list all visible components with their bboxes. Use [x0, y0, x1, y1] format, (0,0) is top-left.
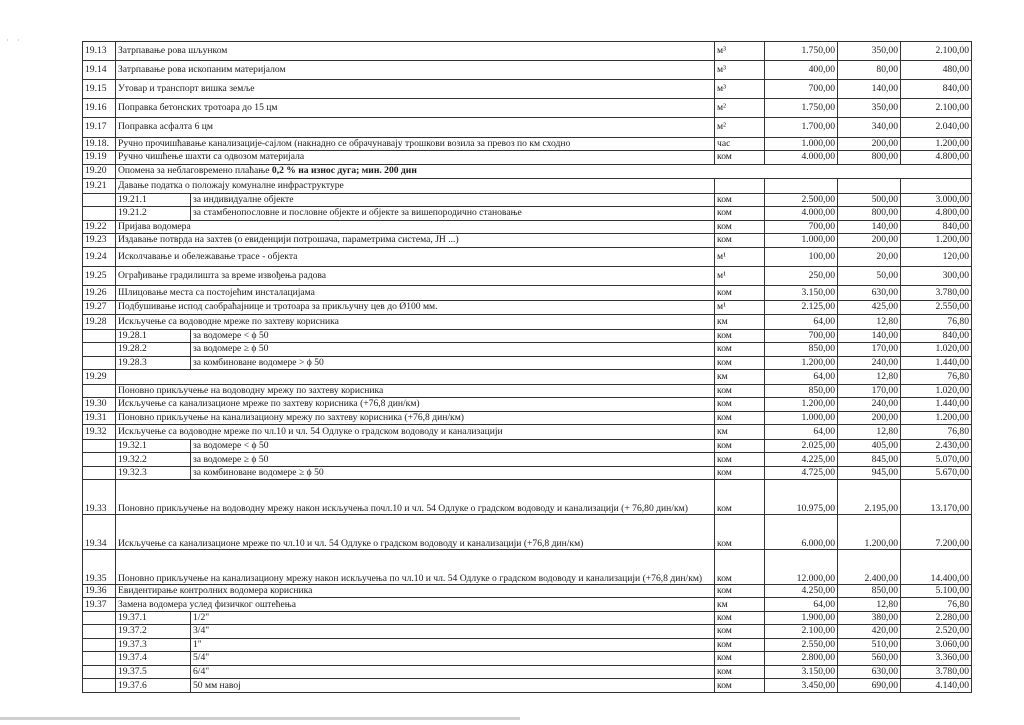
- vat-amount: 560,00: [838, 652, 901, 665]
- unit-of-measure: ком: [715, 439, 765, 452]
- table-row: [83, 625, 972, 638]
- price-without-vat: 3.150,00: [765, 285, 838, 300]
- table-row: [83, 611, 972, 624]
- price-without-vat: 2.550,00: [765, 638, 838, 651]
- subitem-number: 19.37.3: [116, 638, 191, 651]
- unit-of-measure: ком: [715, 584, 765, 597]
- price-without-vat: 250,00: [765, 266, 838, 285]
- price-without-vat: 3.150,00: [765, 665, 838, 678]
- item-number-empty: [83, 611, 116, 624]
- price-without-vat: 1.750,00: [765, 99, 838, 118]
- note-text: Опомена за неблаговремено плаћање: [118, 165, 272, 177]
- unit-of-measure: м³: [715, 80, 765, 99]
- price-with-vat: 2.100,00: [901, 99, 972, 118]
- item-description: 50 мм навој: [191, 679, 715, 693]
- unit-of-measure: км: [715, 598, 765, 611]
- subitem-number: 19.37.6: [116, 679, 191, 693]
- item-description: Поновно прикључење на водоводну мрежу по захтеву корисника: [116, 384, 715, 397]
- table-row: [83, 584, 972, 597]
- unit-of-measure: м²: [715, 118, 765, 137]
- price-without-vat: 1.700,00: [765, 118, 838, 137]
- price-with-vat: 3.000,00: [901, 193, 972, 206]
- price-without-vat: 1.200,00: [765, 356, 838, 369]
- item-description: Утовар и транспорт вишка земље: [116, 80, 715, 99]
- item-description: за комбиноване водомере ≥ ϕ 50: [191, 466, 715, 479]
- vat-amount: 800,00: [838, 151, 901, 164]
- item-description: Евидентирање контролних водомера корисника: [116, 584, 715, 597]
- item-number-empty: [83, 207, 116, 220]
- item-description: [116, 164, 972, 179]
- item-description: Давање податка о положају комуналне инфраструктуре: [116, 179, 715, 194]
- vat-amount: 80,00: [838, 61, 901, 80]
- price-with-vat: 5.670,00: [901, 466, 972, 479]
- item-description: за комбиноване водомере > ϕ 50: [191, 356, 715, 369]
- vat-amount: 200,00: [838, 411, 901, 424]
- table-row: [83, 164, 972, 179]
- subitem-number: 19.28.3: [116, 356, 191, 369]
- item-number: 19.32: [83, 425, 116, 440]
- item-number: 19.27: [83, 300, 116, 315]
- item-number: 19.26: [83, 285, 116, 300]
- table-row: [83, 343, 972, 356]
- price-with-vat: 1.200,00: [901, 234, 972, 247]
- item-number: 19.21: [83, 179, 116, 194]
- item-description: Затрпавање рова ископаним материјалом: [116, 61, 715, 80]
- unit-of-measure: ком: [715, 679, 765, 693]
- item-description: Поновно прикључење на канализациону мрежу након искључења по чл.10 и чл. 54 Одлуке о градском водоводу и канализацији (+76,8 дин/км): [116, 549, 715, 584]
- vat-amount: 12,80: [838, 315, 901, 330]
- item-description: Затрпавање рова шљунком: [116, 42, 715, 61]
- vat-amount: 340,00: [838, 118, 901, 137]
- vat-amount: 2.400,00: [838, 549, 901, 584]
- unit-of-measure: км: [715, 315, 765, 330]
- item-number: 19.33: [83, 480, 116, 515]
- table-row: [83, 42, 972, 61]
- price-with-vat: 1.020,00: [901, 384, 972, 397]
- price-with-vat: 76,80: [901, 598, 972, 611]
- item-description: Подбушивање испод саобраћајнице и тротоара за прикључну цев до Ø100 мм.: [116, 300, 715, 315]
- price-with-vat: 840,00: [901, 80, 972, 99]
- vat-amount: 200,00: [838, 137, 901, 150]
- item-number-empty: [83, 439, 116, 452]
- table-row: [83, 598, 972, 611]
- item-number: 19.20: [83, 164, 116, 179]
- vat-amount: 12,80: [838, 370, 901, 385]
- item-number-empty: [83, 466, 116, 479]
- price-with-vat: 5.070,00: [901, 453, 972, 466]
- vat-amount: 845,00: [838, 453, 901, 466]
- price-with-vat: 120,00: [901, 247, 972, 266]
- table-row: [83, 398, 972, 411]
- table-row: [83, 151, 972, 164]
- price-without-vat: 700,00: [765, 329, 838, 342]
- table-row: [83, 137, 972, 150]
- price-without-vat: 64,00: [765, 370, 838, 385]
- item-number-empty: [83, 453, 116, 466]
- note-bold-text: 0,2 % на износ дуга; мин. 200 дин: [271, 165, 417, 177]
- price-without-vat: 2.800,00: [765, 652, 838, 665]
- unit-of-measure: ком: [715, 665, 765, 678]
- item-number: 19.28: [83, 315, 116, 330]
- vat-amount: 350,00: [838, 42, 901, 61]
- price-with-vat: 76,80: [901, 370, 972, 385]
- item-description: за водомере < ϕ 50: [191, 439, 715, 452]
- vat-amount: 140,00: [838, 329, 901, 342]
- price-without-vat: 850,00: [765, 384, 838, 397]
- price-with-vat: [901, 179, 972, 194]
- item-number: 19.13: [83, 42, 116, 61]
- item-number: 19.35: [83, 549, 116, 584]
- vat-amount: 420,00: [838, 625, 901, 638]
- price-with-vat: 76,80: [901, 425, 972, 440]
- item-number: 19.37: [83, 598, 116, 611]
- item-description: Исколчавање и обележавање трасе - објекта: [116, 247, 715, 266]
- unit-of-measure: ком: [715, 625, 765, 638]
- item-description: Искључење са канализационе мреже по захтеву корисника (+76,8 дин/км): [116, 398, 715, 411]
- vat-amount: 945,00: [838, 466, 901, 479]
- price-without-vat: 700,00: [765, 220, 838, 233]
- table-row: [83, 300, 972, 315]
- unit-of-measure: ком: [715, 220, 765, 233]
- price-without-vat: 6.000,00: [765, 515, 838, 550]
- table-row: [83, 315, 972, 330]
- unit-of-measure: м¹: [715, 300, 765, 315]
- price-without-vat: 1.000,00: [765, 137, 838, 150]
- item-description: Поправка асфалта 6 цм: [116, 118, 715, 137]
- item-description: Поновно прикључење на водоводну мрежу након искључења почл.10 и чл. 54 Одлуке о градском водоводу и канализацији (+ 76,80 дин/км): [116, 480, 715, 515]
- vat-amount: 630,00: [838, 665, 901, 678]
- vat-amount: 510,00: [838, 638, 901, 651]
- price-with-vat: 4.800,00: [901, 207, 972, 220]
- item-number: 19.23: [83, 234, 116, 247]
- item-description: за водомере ≥ ϕ 50: [191, 453, 715, 466]
- price-without-vat: 64,00: [765, 315, 838, 330]
- item-description: 5/4": [191, 652, 715, 665]
- price-with-vat: 3.360,00: [901, 652, 972, 665]
- subitem-number: 19.21.2: [116, 207, 191, 220]
- price-without-vat: 4.725,00: [765, 466, 838, 479]
- price-with-vat: 840,00: [901, 220, 972, 233]
- item-number-empty: [83, 638, 116, 651]
- item-description: [116, 370, 715, 385]
- unit-of-measure: ком: [715, 652, 765, 665]
- price-with-vat: 3.780,00: [901, 285, 972, 300]
- price-without-vat: 1.900,00: [765, 611, 838, 624]
- table-row: [83, 665, 972, 678]
- price-with-vat: 2.100,00: [901, 42, 972, 61]
- item-description: Ручно чишћење шахти са одвозом материјала: [116, 151, 715, 164]
- item-number: 19.18.: [83, 137, 116, 150]
- price-without-vat: 1.750,00: [765, 42, 838, 61]
- table-row: [83, 80, 972, 99]
- price-without-vat: 3.450,00: [765, 679, 838, 693]
- price-without-vat: 4.225,00: [765, 453, 838, 466]
- price-with-vat: 4.140,00: [901, 679, 972, 693]
- subitem-number: 19.28.1: [116, 329, 191, 342]
- item-number-empty: [83, 679, 116, 693]
- vat-amount: 350,00: [838, 99, 901, 118]
- item-number: 19.29: [83, 370, 116, 385]
- subitem-number: 19.37.1: [116, 611, 191, 624]
- vat-amount: 405,00: [838, 439, 901, 452]
- table-row: [83, 411, 972, 424]
- vat-amount: 140,00: [838, 220, 901, 233]
- unit-of-measure: ком: [715, 466, 765, 479]
- price-without-vat: 4.000,00: [765, 207, 838, 220]
- item-description: 1/2": [191, 611, 715, 624]
- item-number: 19.30: [83, 398, 116, 411]
- table-row: [83, 247, 972, 266]
- vat-amount: 170,00: [838, 384, 901, 397]
- price-without-vat: 700,00: [765, 80, 838, 99]
- unit-of-measure: ком: [715, 234, 765, 247]
- unit-of-measure: м¹: [715, 247, 765, 266]
- item-number: 19.31: [83, 411, 116, 424]
- item-number: 19.15: [83, 80, 116, 99]
- vat-amount: 240,00: [838, 356, 901, 369]
- unit-of-measure: ком: [715, 356, 765, 369]
- item-number: 19.14: [83, 61, 116, 80]
- price-with-vat: 1.440,00: [901, 356, 972, 369]
- unit-of-measure: ком: [715, 480, 765, 515]
- item-number: 19.25: [83, 266, 116, 285]
- subitem-number: 19.32.1: [116, 439, 191, 452]
- vat-amount: 380,00: [838, 611, 901, 624]
- item-description: Искључење са водоводне мреже по захтеву корисника: [116, 315, 715, 330]
- vat-amount: 1.200,00: [838, 515, 901, 550]
- table-row: [83, 515, 972, 550]
- price-without-vat: 2.500,00: [765, 193, 838, 206]
- unit-of-measure: ком: [715, 343, 765, 356]
- price-with-vat: 2.280,00: [901, 611, 972, 624]
- price-without-vat: 100,00: [765, 247, 838, 266]
- unit-of-measure: ком: [715, 453, 765, 466]
- vat-amount: 500,00: [838, 193, 901, 206]
- table-row: [83, 679, 972, 693]
- table-row: [83, 207, 972, 220]
- item-number: 19.24: [83, 247, 116, 266]
- subitem-number: 19.32.3: [116, 466, 191, 479]
- vat-amount: [838, 179, 901, 194]
- table-row: [83, 425, 972, 440]
- table-row: [83, 480, 972, 515]
- item-number-empty: [83, 652, 116, 665]
- price-with-vat: 480,00: [901, 61, 972, 80]
- unit-of-measure: ком: [715, 398, 765, 411]
- subitem-number: 19.37.5: [116, 665, 191, 678]
- price-without-vat: 1.000,00: [765, 411, 838, 424]
- price-without-vat: 64,00: [765, 425, 838, 440]
- table-row: [83, 220, 972, 233]
- unit-of-measure: км: [715, 425, 765, 440]
- item-number-empty: [83, 329, 116, 342]
- table-row: [83, 234, 972, 247]
- item-description: Ручно прочишћавање канализације-сајлом (накнадно се обрачунавају трошкови возила за превоз по км сходно: [116, 137, 715, 150]
- price-with-vat: 1.440,00: [901, 398, 972, 411]
- scan-marks: · ·: [6, 36, 23, 45]
- unit-of-measure: ком: [715, 611, 765, 624]
- item-number: 19.34: [83, 515, 116, 550]
- vat-amount: 630,00: [838, 285, 901, 300]
- vat-amount: 12,80: [838, 598, 901, 611]
- table-row: [83, 549, 972, 584]
- price-with-vat: 3.780,00: [901, 665, 972, 678]
- unit-of-measure: км: [715, 370, 765, 385]
- item-number: 19.16: [83, 99, 116, 118]
- item-description: Ограђивање градилишта за време извођења радова: [116, 266, 715, 285]
- table-row: [83, 384, 972, 397]
- price-without-vat: 1.000,00: [765, 234, 838, 247]
- price-with-vat: 2.430,00: [901, 439, 972, 452]
- item-number: 19.19: [83, 151, 116, 164]
- unit-of-measure: ком: [715, 384, 765, 397]
- item-description: за водомере < ϕ 50: [191, 329, 715, 342]
- unit-of-measure: ком: [715, 207, 765, 220]
- item-description: 1": [191, 638, 715, 651]
- table-row: [83, 193, 972, 206]
- vat-amount: 425,00: [838, 300, 901, 315]
- price-without-vat: 2.025,00: [765, 439, 838, 452]
- price-without-vat: 12.000,00: [765, 549, 838, 584]
- unit-of-measure: м³: [715, 42, 765, 61]
- vat-amount: 850,00: [838, 584, 901, 597]
- item-description: Искључење са водоводне мреже по чл.10 и чл. 54 Одлуке о градском водоводу и канализацији: [116, 425, 715, 440]
- vat-amount: 12,80: [838, 425, 901, 440]
- price-list-page: [82, 41, 971, 693]
- price-without-vat: 1.200,00: [765, 398, 838, 411]
- price-with-vat: 1.020,00: [901, 343, 972, 356]
- price-without-vat: 850,00: [765, 343, 838, 356]
- item-description: Шлицовање места са постојећим инсталацијама: [116, 285, 715, 300]
- subitem-number: 19.32.2: [116, 453, 191, 466]
- table-row: [83, 99, 972, 118]
- vat-amount: 800,00: [838, 207, 901, 220]
- table-row: [83, 61, 972, 80]
- subitem-number: 19.28.2: [116, 343, 191, 356]
- price-with-vat: 840,00: [901, 329, 972, 342]
- price-with-vat: 5.100,00: [901, 584, 972, 597]
- item-description: за стамбенопословне и пословне објекте и објекте за вишепородично становање: [191, 207, 715, 220]
- price-with-vat: 2.520,00: [901, 625, 972, 638]
- subitem-number: 19.37.2: [116, 625, 191, 638]
- subitem-number: 19.37.4: [116, 652, 191, 665]
- vat-amount: 690,00: [838, 679, 901, 693]
- item-number: 19.17: [83, 118, 116, 137]
- vat-amount: 20,00: [838, 247, 901, 266]
- table-row: [83, 266, 972, 285]
- item-description: Поправка бетонских тротоара до 15 цм: [116, 99, 715, 118]
- item-number-empty: [83, 665, 116, 678]
- item-description: за водомере ≥ ϕ 50: [191, 343, 715, 356]
- item-description: Пријава водомера: [116, 220, 715, 233]
- item-description: Поновно прикључење на канализациону мрежу по захтеву корисника (+76,8 дин/км): [116, 411, 715, 424]
- table-row: [83, 652, 972, 665]
- unit-of-measure: м²: [715, 99, 765, 118]
- vat-amount: 140,00: [838, 80, 901, 99]
- price-without-vat: 64,00: [765, 598, 838, 611]
- vat-amount: 170,00: [838, 343, 901, 356]
- unit-of-measure: ком: [715, 549, 765, 584]
- table-row: [83, 370, 972, 385]
- price-with-vat: 1.200,00: [901, 411, 972, 424]
- table-row: [83, 638, 972, 651]
- item-description: Замена водомера услед физичког оштећења: [116, 598, 715, 611]
- unit-of-measure: ком: [715, 638, 765, 651]
- price-with-vat: 3.060,00: [901, 638, 972, 651]
- item-number: 19.22: [83, 220, 116, 233]
- unit-of-measure: ком: [715, 329, 765, 342]
- table-row: [83, 439, 972, 452]
- item-description: Искључење са канализационе мреже по чл.10 и чл. 54 Одлуке о градском водоводу и канализацији (+76,8 дин/км): [116, 515, 715, 550]
- item-description: за индивидуалне објекте: [191, 193, 715, 206]
- subitem-number: 19.21.1: [116, 193, 191, 206]
- unit-of-measure: ком: [715, 151, 765, 164]
- price-with-vat: 76,80: [901, 315, 972, 330]
- table-row: [83, 285, 972, 300]
- table-row: [83, 466, 972, 479]
- unit-of-measure: ком: [715, 285, 765, 300]
- table-row: [83, 356, 972, 369]
- table-row: [83, 179, 972, 194]
- vat-amount: 240,00: [838, 398, 901, 411]
- price-with-vat: 300,00: [901, 266, 972, 285]
- unit-of-measure: ком: [715, 411, 765, 424]
- price-without-vat: 4.250,00: [765, 584, 838, 597]
- price-with-vat: 7.200,00: [901, 515, 972, 550]
- price-without-vat: 10.975,00: [765, 480, 838, 515]
- price-without-vat: 2.100,00: [765, 625, 838, 638]
- table-row: [83, 118, 972, 137]
- price-with-vat: 14.400,00: [901, 549, 972, 584]
- item-number-empty: [83, 356, 116, 369]
- price-without-vat: [765, 179, 838, 194]
- unit-of-measure: [715, 179, 765, 194]
- item-number: 19.36: [83, 584, 116, 597]
- item-number-empty: [83, 625, 116, 638]
- unit-of-measure: м¹: [715, 266, 765, 285]
- price-with-vat: 13.170,00: [901, 480, 972, 515]
- price-table: [82, 41, 972, 693]
- item-description: 3/4": [191, 625, 715, 638]
- price-table-body: [83, 42, 972, 693]
- table-row: [83, 453, 972, 466]
- vat-amount: 200,00: [838, 234, 901, 247]
- item-number: [83, 384, 116, 397]
- item-number-empty: [83, 193, 116, 206]
- unit-of-measure: м³: [715, 61, 765, 80]
- table-row: [83, 329, 972, 342]
- scan-edge-line: [0, 717, 520, 720]
- vat-amount: 2.195,00: [838, 480, 901, 515]
- price-with-vat: 1.200,00: [901, 137, 972, 150]
- item-number-empty: [83, 343, 116, 356]
- price-with-vat: 2.550,00: [901, 300, 972, 315]
- price-with-vat: 4.800,00: [901, 151, 972, 164]
- price-with-vat: 2.040,00: [901, 118, 972, 137]
- item-description: 6/4": [191, 665, 715, 678]
- price-without-vat: 4.000,00: [765, 151, 838, 164]
- unit-of-measure: ком: [715, 193, 765, 206]
- vat-amount: 50,00: [838, 266, 901, 285]
- price-without-vat: 2.125,00: [765, 300, 838, 315]
- item-description: Издавање потврда на захтев (о евиденцији потрошача, параметрима система, ЈН ...): [116, 234, 715, 247]
- unit-of-measure: час: [715, 137, 765, 150]
- unit-of-measure: ком: [715, 515, 765, 550]
- price-without-vat: 400,00: [765, 61, 838, 80]
